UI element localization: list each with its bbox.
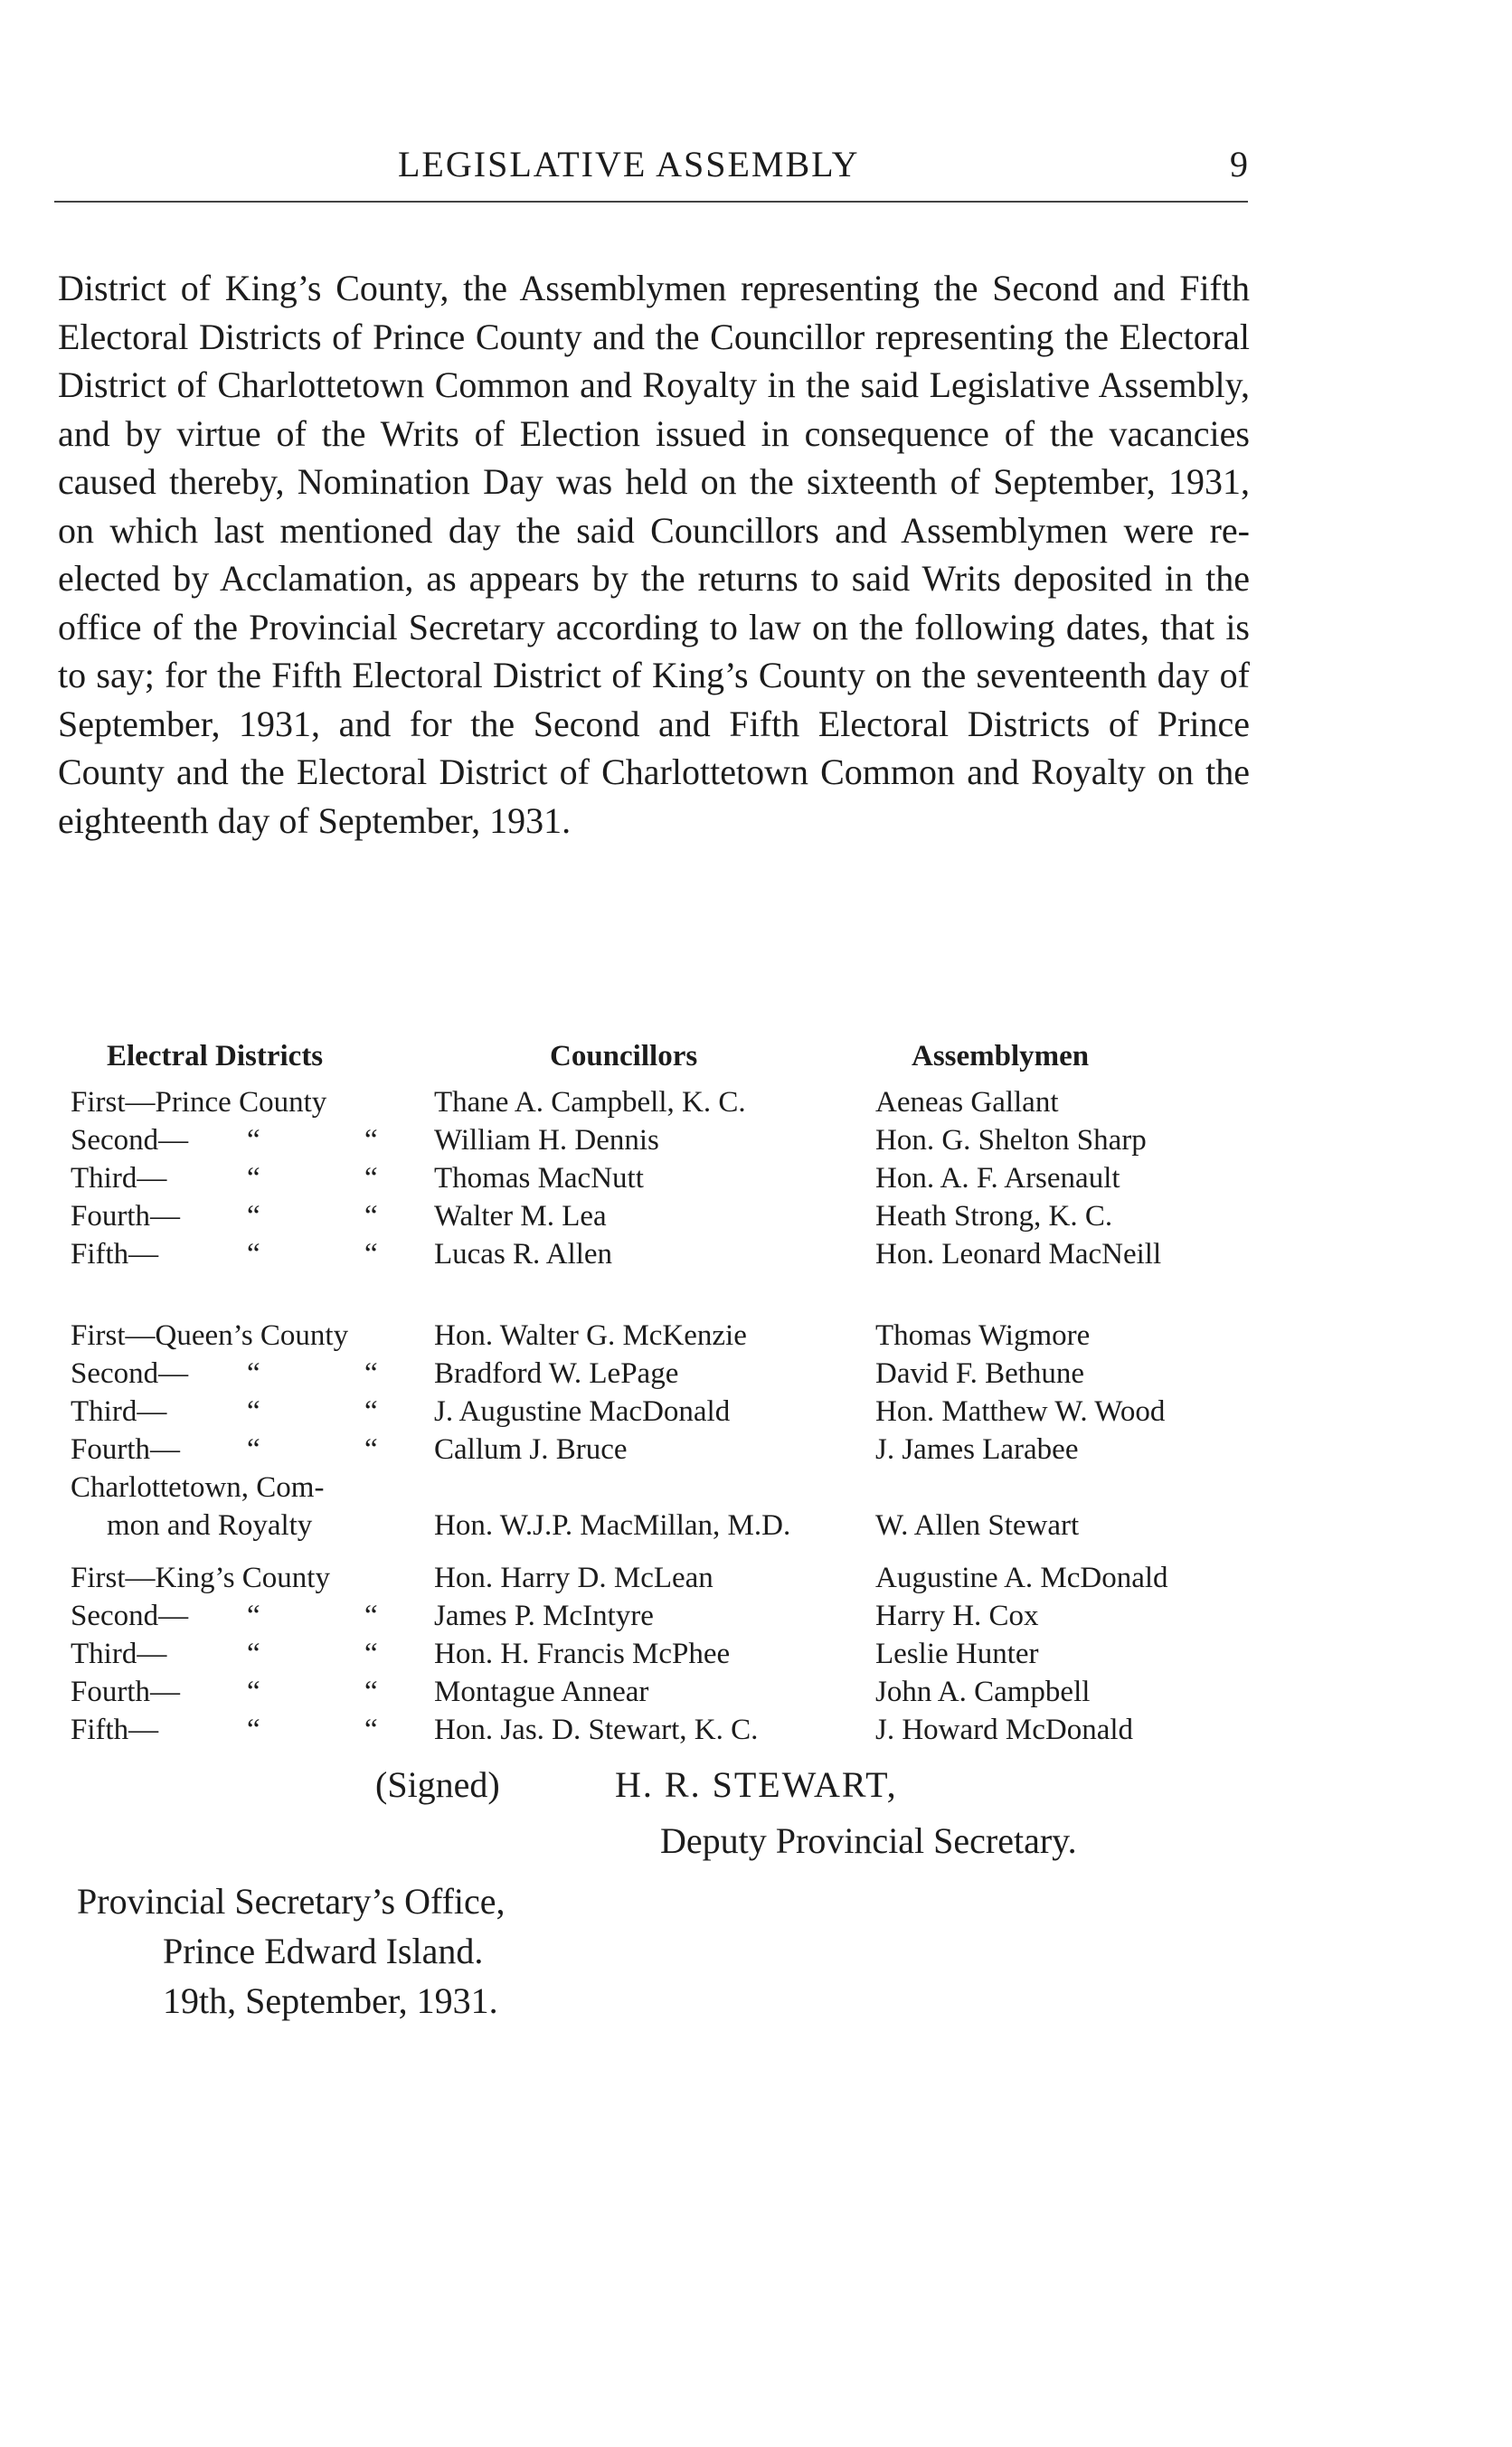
assemblyman-name: John A. Campbell xyxy=(875,1676,1091,1708)
prince-county-group xyxy=(71,1083,1273,1273)
assemblyman-name: Hon. A. F. Arsenault xyxy=(875,1162,1120,1195)
table-row xyxy=(71,1635,1273,1673)
assemblymen-column-header: Assemblymen xyxy=(912,1040,1090,1072)
district-name: Fourth— xyxy=(71,1200,181,1233)
ditto-mark: “ xyxy=(247,1433,260,1466)
councillors-column-header: Councillors xyxy=(550,1040,698,1072)
ditto-mark: “ xyxy=(364,1238,378,1271)
councillor-name: Hon. Walter G. McKenzie xyxy=(434,1319,747,1352)
councillor-name: Bradford W. LePage xyxy=(434,1357,679,1390)
district-name: First—Queen’s County xyxy=(71,1319,349,1352)
councillor-name: Hon. H. Francis McPhee xyxy=(434,1638,731,1670)
ditto-mark: “ xyxy=(247,1638,260,1670)
councillor-name: J. Augustine MacDonald xyxy=(434,1395,731,1428)
councillor-name: Hon. Jas. D. Stewart, K. C. xyxy=(434,1714,759,1746)
queens-county-group xyxy=(71,1317,1273,1545)
ditto-mark: “ xyxy=(247,1600,260,1632)
district-name: Fourth— xyxy=(71,1433,181,1466)
district-name: Fifth— xyxy=(71,1714,159,1746)
table-row xyxy=(71,1469,1273,1545)
address-line-province: Prince Edward Island. xyxy=(163,1931,484,1971)
assemblyman-name: J. James Larabee xyxy=(875,1433,1079,1466)
ditto-mark: “ xyxy=(364,1395,378,1428)
table-row xyxy=(71,1159,1273,1197)
assemblyman-name: Harry H. Cox xyxy=(875,1600,1039,1632)
councillor-name: Montague Annear xyxy=(434,1676,649,1708)
ditto-mark: “ xyxy=(364,1124,378,1157)
table-row xyxy=(71,1711,1273,1749)
district-name: Fourth— xyxy=(71,1676,181,1708)
page-header xyxy=(54,143,1248,197)
body-paragraph: District of King’s County, the Assemblymen representing the Second and Fifth Electoral Districts of Prince County and the Councillor representing the Electoral District of Charlottetown Common and Royalty in the said Legislative Assembly, and by virtue of the Writs of Election issued in consequence of the vacancies caused thereby, Nomination Day was held on the sixteenth of September, 1931, on which last mentioned day the said Councillors and Assemblymen were re-elected by Acclamation, as appears by the returns to said Writs deposited in the office of the Provincial Secretary according to law on the following dates, that is to say; for the Fifth Electoral District of King’s County on the seventeenth day of September, 1931, and for the Second and Fifth Electoral Districts of Prince County and the Electoral District of Charlottetown Common and Royalty on the eighteenth day of September, 1931. xyxy=(58,268,1250,841)
district-name: Third— xyxy=(71,1638,167,1670)
ditto-mark: “ xyxy=(364,1200,378,1233)
district-name: First—King’s County xyxy=(71,1562,330,1594)
assemblyman-name: Thomas Wigmore xyxy=(875,1319,1091,1352)
councillor-name: William H. Dennis xyxy=(434,1124,659,1157)
ditto-mark: “ xyxy=(247,1714,260,1746)
address-line-date: 19th, September, 1931. xyxy=(163,1980,498,2021)
district-name-line2: mon and Royalty xyxy=(107,1509,313,1542)
table-row xyxy=(71,1559,1273,1597)
assemblyman-name: David F. Bethune xyxy=(875,1357,1085,1390)
district-name: Third— xyxy=(71,1162,167,1195)
assemblyman-name: Hon. G. Shelton Sharp xyxy=(875,1124,1147,1157)
district-name: Third— xyxy=(71,1395,167,1428)
ditto-mark: “ xyxy=(364,1676,378,1708)
assemblyman-name: Heath Strong, K. C. xyxy=(875,1200,1113,1233)
kings-county-group xyxy=(71,1559,1273,1749)
councillor-name: Thomas MacNutt xyxy=(434,1162,644,1195)
assemblyman-name: Augustine A. McDonald xyxy=(875,1562,1168,1594)
ditto-mark: “ xyxy=(364,1162,378,1195)
ditto-mark: “ xyxy=(247,1238,260,1271)
assemblyman-name: Aeneas Gallant xyxy=(875,1086,1059,1119)
district-name: Fifth— xyxy=(71,1238,159,1271)
district-name: Second— xyxy=(71,1600,189,1632)
ditto-mark: “ xyxy=(247,1676,260,1708)
assemblyman-name: W. Allen Stewart xyxy=(875,1509,1080,1542)
ditto-mark: “ xyxy=(247,1357,260,1390)
table-row xyxy=(71,1121,1273,1159)
table-row xyxy=(71,1673,1273,1711)
signed-label: (Signed) xyxy=(375,1764,500,1805)
ditto-mark: “ xyxy=(247,1395,260,1428)
ditto-mark: “ xyxy=(364,1357,378,1390)
assemblyman-name: J. Howard McDonald xyxy=(875,1714,1134,1746)
councillor-name: Callum J. Bruce xyxy=(434,1433,628,1466)
table-row xyxy=(71,1393,1273,1431)
table-row xyxy=(71,1317,1273,1355)
councillor-name: James P. McIntyre xyxy=(434,1600,654,1632)
ditto-mark: “ xyxy=(364,1600,378,1632)
assemblyman-name: Hon. Matthew W. Wood xyxy=(875,1395,1166,1428)
address-line-office: Provincial Secretary’s Office, xyxy=(77,1881,506,1922)
districts-column-header: Electral Districts xyxy=(107,1040,324,1072)
table-row xyxy=(71,1083,1273,1121)
district-name: Second— xyxy=(71,1357,189,1390)
signer-title: Deputy Provincial Secretary. xyxy=(660,1820,1077,1861)
table-row xyxy=(71,1597,1273,1635)
header-rule xyxy=(54,201,1248,203)
table-row xyxy=(71,1235,1273,1273)
assemblyman-name: Leslie Hunter xyxy=(875,1638,1039,1670)
district-name-line1: Charlottetown, Com- xyxy=(71,1471,325,1504)
ditto-mark: “ xyxy=(247,1124,260,1157)
ditto-mark: “ xyxy=(364,1714,378,1746)
councillor-name: Thane A. Campbell, K. C. xyxy=(434,1086,746,1119)
office-address xyxy=(77,1876,506,2026)
ditto-mark: “ xyxy=(364,1433,378,1466)
table-row xyxy=(71,1431,1273,1469)
signer-name: H. R. STEWART, xyxy=(615,1764,898,1805)
district-name xyxy=(71,1469,432,1545)
assemblyman-name: Hon. Leonard MacNeill xyxy=(875,1238,1162,1271)
councillor-name: Walter M. Lea xyxy=(434,1200,607,1233)
ditto-mark: “ xyxy=(364,1638,378,1670)
running-head: LEGISLATIVE ASSEMBLY xyxy=(398,144,860,184)
table-row xyxy=(71,1355,1273,1393)
district-name: First—Prince County xyxy=(71,1086,327,1119)
councillor-name: Hon. Harry D. McLean xyxy=(434,1562,713,1594)
councillor-name: Lucas R. Allen xyxy=(434,1238,613,1271)
ditto-mark: “ xyxy=(247,1162,260,1195)
councillor-name: Hon. W.J.P. MacMillan, M.D. xyxy=(434,1509,791,1542)
district-name: Second— xyxy=(71,1124,189,1157)
page-number: 9 xyxy=(1230,144,1248,184)
ditto-mark: “ xyxy=(247,1200,260,1233)
table-row xyxy=(71,1197,1273,1235)
